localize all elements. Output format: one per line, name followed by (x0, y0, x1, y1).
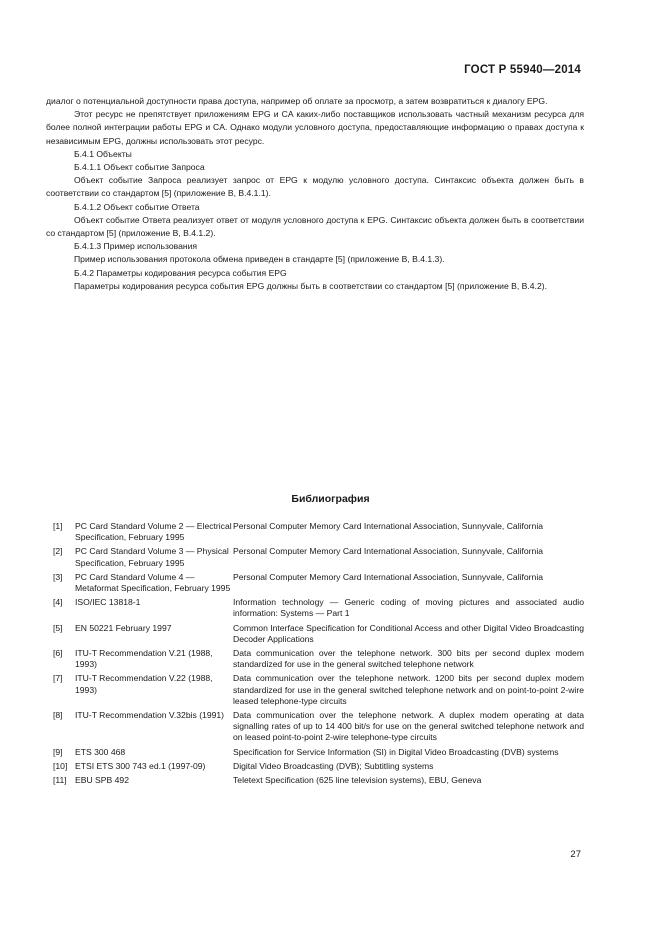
bibliography-entry-source: ITU-T Recommendation V.21 (1988, 1993) (75, 648, 213, 670)
bibliography-entry-description: Specification for Service Information (SI) in Digital Video Broadcasting (DVB) systems (233, 746, 559, 757)
bibliography-entry (46, 710, 584, 744)
bibliography-entry-number: [2] (53, 546, 63, 557)
page-number: 27 (570, 849, 581, 860)
bibliography-entry-source: PC Card Standard Volume 4 — Metaformat Specification, February 1995 (75, 571, 231, 594)
bibliography-entry-number: [7] (53, 673, 63, 684)
paragraph: Б.4.1.3 Пример использования (74, 241, 198, 252)
bibliography-entry-description: Information technology — Generic coding of moving pictures and associated audio information: Systems — Part 1 (233, 597, 584, 619)
bibliography-entry-source: EBU SPB 492 (75, 775, 129, 786)
bibliography-entry-source: ISO/IEC 13818-1 (75, 597, 141, 608)
bibliography-entry-number: [10] (53, 760, 68, 771)
bibliography-entry (46, 775, 584, 786)
bibliography-entry-number: [3] (53, 571, 63, 582)
paragraph: Параметры кодирования ресурса события EPG должны быть в соответствии со стандартом [5] (приложение В, В.4.2). (74, 280, 547, 291)
paragraph: Объект событие Ответа реализует ответ от модуля условного доступа к EPG. Синтаксис объекта должен быть в соответствии со стандартом [5] (приложение В, В.4.1.2). (46, 214, 584, 239)
bibliography-entry-number: [11] (53, 775, 67, 786)
bibliography-title: Библиография (291, 493, 370, 505)
bibliography-entry (46, 648, 584, 670)
bibliography-entry-description: Data communication over the telephone network. 1200 bits per second duplex modem standardized for use in the general switched telephone network and on point-to-point 2-wire leased telephone-type circuits (233, 673, 584, 706)
bibliography-entry-description: Common Interface Specification for Conditional Access and other Digital Video Broadcasting Decoder Applications (233, 622, 584, 644)
bibliography-entry-source: ITU-T Recommendation V.32bis (1991) (75, 710, 225, 721)
bibliography-entry-description: Teletext Specification (625 line television systems), EBU, Geneva (233, 775, 482, 786)
bibliography-entry (46, 572, 584, 594)
paragraph: Объект событие Запроса реализует запрос от EPG к модулю условного доступа. Синтаксис объекта должен быть в соответствии со стандартом [5] (приложение В, В.4.1.1). (46, 175, 584, 199)
bibliography-entry-source: PC Card Standard Volume 2 — Electrical Specification, February 1995 (75, 521, 232, 543)
bibliography-entry-number: [4] (53, 597, 63, 608)
bibliography-entry-number: [1] (53, 521, 63, 531)
paragraph: Б.4.1 Объекты (74, 148, 132, 159)
bibliography-entry-number: [9] (53, 746, 63, 757)
bibliography-entry (46, 597, 584, 619)
body-text (46, 95, 584, 293)
bibliography-entry-description: Data communication over the telephone network. A duplex modem operating at data signalling rates of up to 14 400 bit/s for use on the general switched telephone network and on leased point-to-point 2-wire telephone-type circuits (233, 710, 584, 743)
bibliography-entry-source: ETS 300 468 (75, 746, 126, 757)
bibliography-entry-description: Personal Computer Memory Card International Association, Sunnyvale, California (233, 571, 544, 582)
paragraph: Б.4.2 Параметры кодирования ресурса события EPG (74, 267, 287, 278)
bibliography-entry-source: PC Card Standard Volume 3 — Physical Specification, February 1995 (75, 546, 229, 568)
bibliography-entry-source: ITU-T Recommendation V.22 (1988, 1993) (75, 673, 213, 695)
paragraph: Б.4.1.1 Объект событие Запроса (74, 162, 205, 173)
document-code-header: ГОСТ Р 55940—2014 (464, 64, 581, 76)
bibliography-entry (46, 521, 584, 543)
bibliography-entry-number: [6] (53, 648, 63, 659)
bibliography-list (46, 521, 584, 786)
bibliography-entry-number: [5] (53, 622, 63, 633)
bibliography-entry (46, 673, 584, 707)
bibliography-entry-description: Personal Computer Memory Card International Association, Sunnyvale, California (233, 546, 544, 557)
bibliography-entry-source: ETSI ETS 300 743 ed.1 (1997-09) (75, 760, 206, 771)
bibliography-entry-source: EN 50221 February 1997 (75, 622, 172, 633)
paragraph: диалог о потенциальной доступности права доступа, например об оплате за просмотр, а затем возвратиться к диалогу EPG. (46, 96, 548, 106)
paragraph: Б.4.1.2 Объект событие Ответа (74, 201, 200, 212)
bibliography-entry (46, 546, 584, 568)
bibliography-entry (46, 761, 584, 772)
bibliography-entry (46, 747, 584, 758)
bibliography-entry-description: Digital Video Broadcasting (DVB); Subtitling systems (233, 760, 434, 771)
bibliography-entry-description: Data communication over the telephone network. 300 bits per second duplex modem standardized for use in the general switched telephone network (233, 648, 584, 670)
bibliography-entry (46, 623, 584, 645)
paragraph: Пример использования протокола обмена приведен в стандарте [5] (приложение В, В.4.1.3). (74, 254, 445, 265)
bibliography-entry-number: [8] (53, 710, 63, 721)
bibliography-entry-description: Personal Computer Memory Card International Association, Sunnyvale, California (233, 521, 544, 531)
paragraph: Этот ресурс не препятствует приложениям EPG и CA каких-либо поставщиков использовать частный механизм ресурса для более полной интеграции работы EPG и CA. Однако модули условного доступа, предоставляющие информацию о правах доступа к независимым EPG, должны использовать этот ресурс. (46, 109, 584, 146)
